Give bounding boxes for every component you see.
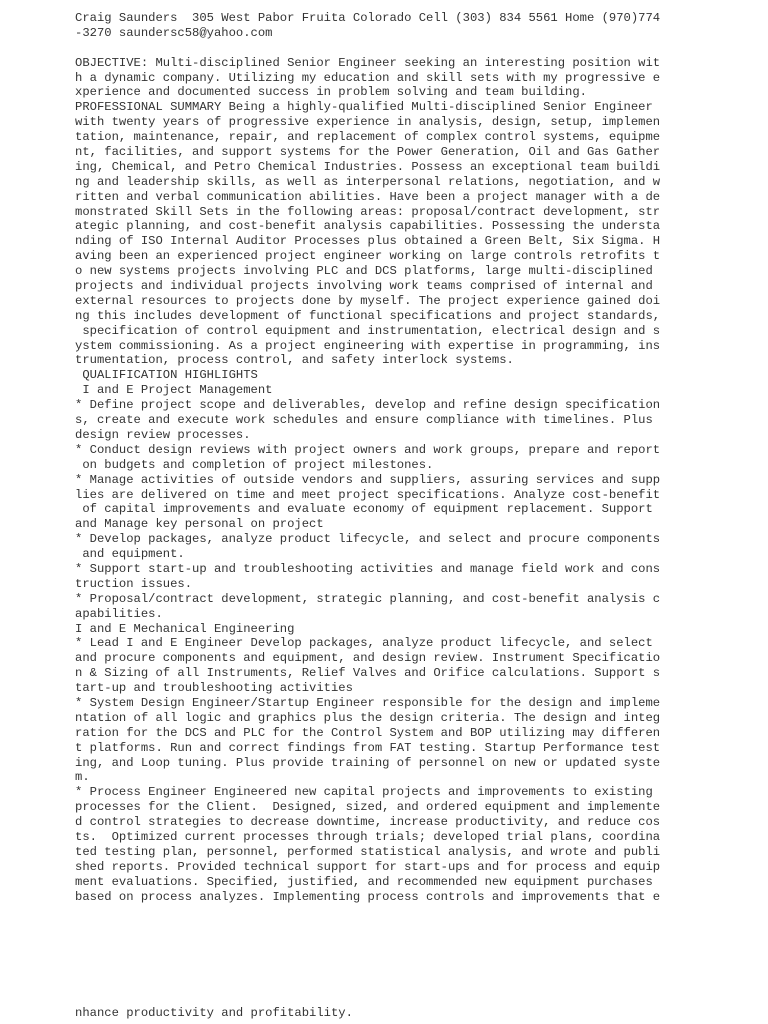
text-line: ritten and verbal communication abilities. Have been a project manager with a de: [75, 189, 661, 204]
text-line: on budgets and completion of project milestones.: [75, 457, 434, 472]
text-line: ts. Optimized current processes through trials; developed trial plans, coordina: [75, 829, 661, 844]
text-line: PROFESSIONAL SUMMARY Being a highly-qualified Multi-disciplined Senior Engineer: [75, 100, 653, 115]
text-line: * System Design Engineer/Startup Engineer responsible for the design and impleme: [75, 695, 661, 710]
text-line: * Proposal/contract development, strategic planning, and cost-benefit analysis c: [75, 591, 661, 606]
text-line: * Support start-up and troubleshooting activities and manage field work and cons: [75, 561, 661, 576]
text-line: based on process analyzes. Implementing process controls and improvements that e: [75, 889, 661, 904]
text-line: ntation of all logic and graphics plus the design criteria. The design and integ: [75, 710, 661, 725]
text-line: with twenty years of progressive experience in analysis, design, setup, implemen: [75, 115, 661, 130]
text-line: ng and leadership skills, as well as interpersonal relations, negotiation, and w: [75, 174, 661, 189]
text-line: specification of control equipment and instrumentation, electrical design and s: [75, 323, 661, 338]
text-line: nding of ISO Internal Auditor Processes plus obtained a Green Belt, Six Sigma. H: [75, 234, 661, 249]
text-line: lies are delivered on time and meet project specifications. Analyze cost-benefit: [75, 487, 661, 502]
text-line: ategic planning, and cost-benefit analysis capabilities. Possessing the understa: [75, 219, 661, 234]
text-line: ration for the DCS and PLC for the Control System and BOP utilizing may differen: [75, 725, 661, 740]
text-line: * Develop packages, analyze product lifecycle, and select and procure components: [75, 532, 661, 547]
text-line: projects and individual projects involving work teams comprised of internal and: [75, 279, 653, 294]
text-line: ng this includes development of functional specifications and project standards,: [75, 308, 661, 323]
text-line: o new systems projects involving PLC and DCS platforms, large multi-disciplined: [75, 264, 653, 279]
text-line: nt, facilities, and support systems for the Power Generation, Oil and Gas Gather: [75, 145, 661, 160]
text-line: * Process Engineer Engineered new capital projects and improvements to existing: [75, 785, 653, 800]
text-line: I and E Mechanical Engineering: [75, 621, 295, 636]
text-line: tation, maintenance, repair, and replacement of complex control systems, equipme: [75, 130, 661, 145]
text-line: m.: [75, 770, 90, 785]
text-line: ystem commissioning. As a project engineering with expertise in programming, ins: [75, 338, 661, 353]
text-line: design review processes.: [75, 427, 251, 442]
text-line: n & Sizing of all Instruments, Relief Valves and Orifice calculations. Support s: [75, 666, 661, 681]
text-line: ing, Chemical, and Petro Chemical Industries. Possess an exceptional team buildi: [75, 159, 661, 174]
text-line: monstrated Skill Sets in the following areas: proposal/contract development, str: [75, 204, 661, 219]
text-line: external resources to projects done by myself. The project experience gained doi: [75, 293, 661, 308]
text-line: xperience and documented success in problem solving and team building.: [75, 85, 587, 100]
text-line: I and E Project Management: [75, 383, 273, 398]
text-line: QUALIFICATION HIGHLIGHTS: [75, 368, 258, 383]
text-line: * Define project scope and deliverables, develop and refine design specification: [75, 398, 661, 413]
text-line: [75, 41, 695, 56]
text-line: and Manage key personal on project: [75, 517, 324, 532]
text-line: h a dynamic company. Utilizing my education and skill sets with my progressive e: [75, 70, 661, 85]
text-line: trumentation, process control, and safety interlock systems.: [75, 353, 514, 368]
text-line: aving been an experienced project engineer working on large controls retrofits t: [75, 249, 661, 264]
text-line: apabilities.: [75, 606, 163, 621]
text-line: ted testing plan, personnel, performed statistical analysis, and wrote and publi: [75, 844, 661, 859]
resume-text: [75, 11, 695, 904]
text-line: d control strategies to decrease downtime, increase productivity, and reduce cos: [75, 815, 661, 830]
text-line: truction issues.: [75, 576, 193, 591]
text-line: processes for the Client. Designed, sized, and ordered equipment and implemente: [75, 800, 661, 815]
text-line: of capital improvements and evaluate economy of equipment replacement. Support: [75, 502, 653, 517]
resume-trailing-line: nhance productivity and profitability.: [75, 1006, 353, 1020]
text-line: s, create and execute work schedules and ensure compliance with timelines. Plus: [75, 413, 653, 428]
text-line: ment evaluations. Specified, justified, and recommended new equipment purchases: [75, 874, 653, 889]
text-line: tart-up and troubleshooting activities: [75, 681, 353, 696]
text-line: ing, and Loop tuning. Plus provide training of personnel on new or updated syste: [75, 755, 661, 770]
text-line: * Lead I and E Engineer Develop packages, analyze product lifecycle, and select: [75, 636, 653, 651]
text-line: -3270 saundersc58@yahoo.com: [75, 25, 273, 40]
text-line: and equipment.: [75, 547, 185, 562]
text-line: shed reports. Provided technical support for start-ups and for process and equip: [75, 859, 661, 874]
text-line: and procure components and equipment, and design review. Instrument Specificatio: [75, 651, 661, 666]
text-line: * Manage activities of outside vendors and suppliers, assuring services and supp: [75, 472, 661, 487]
text-line: Craig Saunders 305 West Pabor Fruita Colorado Cell (303) 834 5561 Home (970)774: [75, 11, 661, 25]
text-line: * Conduct design reviews with project owners and work groups, prepare and report: [75, 442, 661, 457]
text-line: OBJECTIVE: Multi-disciplined Senior Engineer seeking an interesting position wit: [75, 55, 661, 70]
text-line: t platforms. Run and correct findings from FAT testing. Startup Performance test: [75, 740, 661, 755]
